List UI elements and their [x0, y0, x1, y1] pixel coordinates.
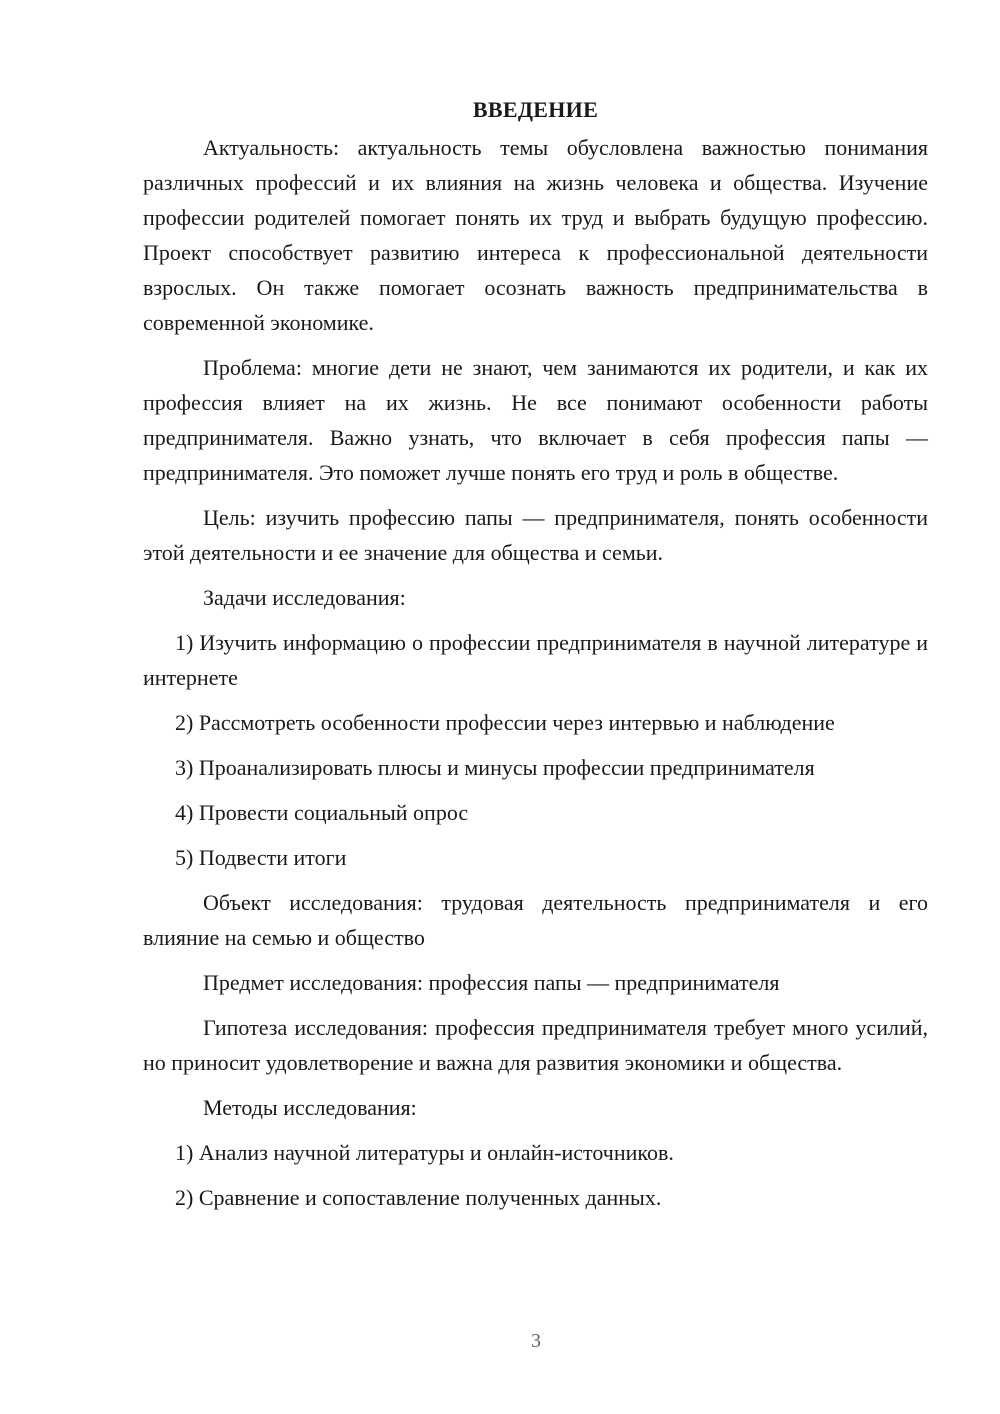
task-item: 2) Рассмотреть особенности профессии через интервью и наблюдение: [175, 710, 835, 735]
task-item: 4) Провести социальный опрос: [175, 800, 469, 825]
section-title: ВВЕДЕНИЕ: [472, 97, 599, 122]
task-item: 3) Проанализировать плюсы и минусы профессии предпринимателя: [175, 755, 815, 780]
tasks-heading: Задачи исследования:: [203, 585, 406, 610]
object-paragraph: Объект исследования: трудовая деятельность предпринимателя и его влияние на семью и общество: [143, 890, 928, 950]
method-item: 1) Анализ научной литературы и онлайн-источников.: [175, 1140, 674, 1165]
relevance-paragraph: Актуальность: актуальность темы обусловлена важностью понимания различных профессий и их влияния на жизнь человека и общества. Изучение профессии родителей помогает понять их труд и выбрать будущую профессию. Проект способствует развитию интереса к профессиональной деятельности взрослых. Он также помогает осознать важность предпринимательства в современной экономике.: [143, 135, 928, 335]
hypothesis-paragraph: Гипотеза исследования: профессия предпринимателя требует много усилий, но приносит удовлетворение и важна для развития экономики и общества.: [143, 1015, 928, 1075]
document-page: [143, 92, 928, 1225]
subject-paragraph: Предмет исследования: профессия папы — предпринимателя: [203, 970, 780, 995]
problem-paragraph: Проблема: многие дети не знают, чем занимаются их родители, и как их профессия влияет на их жизнь. Не все понимают особенности работы предпринимателя. Важно узнать, что включает в себя профессия папы — предпринимателя. Это поможет лучше понять его труд и роль в обществе.: [143, 355, 928, 485]
methods-heading: Методы исследования:: [203, 1095, 417, 1120]
task-item: 5) Подвести итоги: [175, 845, 347, 870]
page-number: 3: [531, 1330, 541, 1352]
task-item: 1) Изучить информацию о профессии предпринимателя в научной литературе и интернете: [143, 630, 928, 690]
goal-paragraph: Цель: изучить профессию папы — предпринимателя, понять особенности этой деятельности и ее значение для общества и семьи.: [143, 505, 928, 565]
method-item: 2) Сравнение и сопоставление полученных данных.: [175, 1185, 662, 1210]
